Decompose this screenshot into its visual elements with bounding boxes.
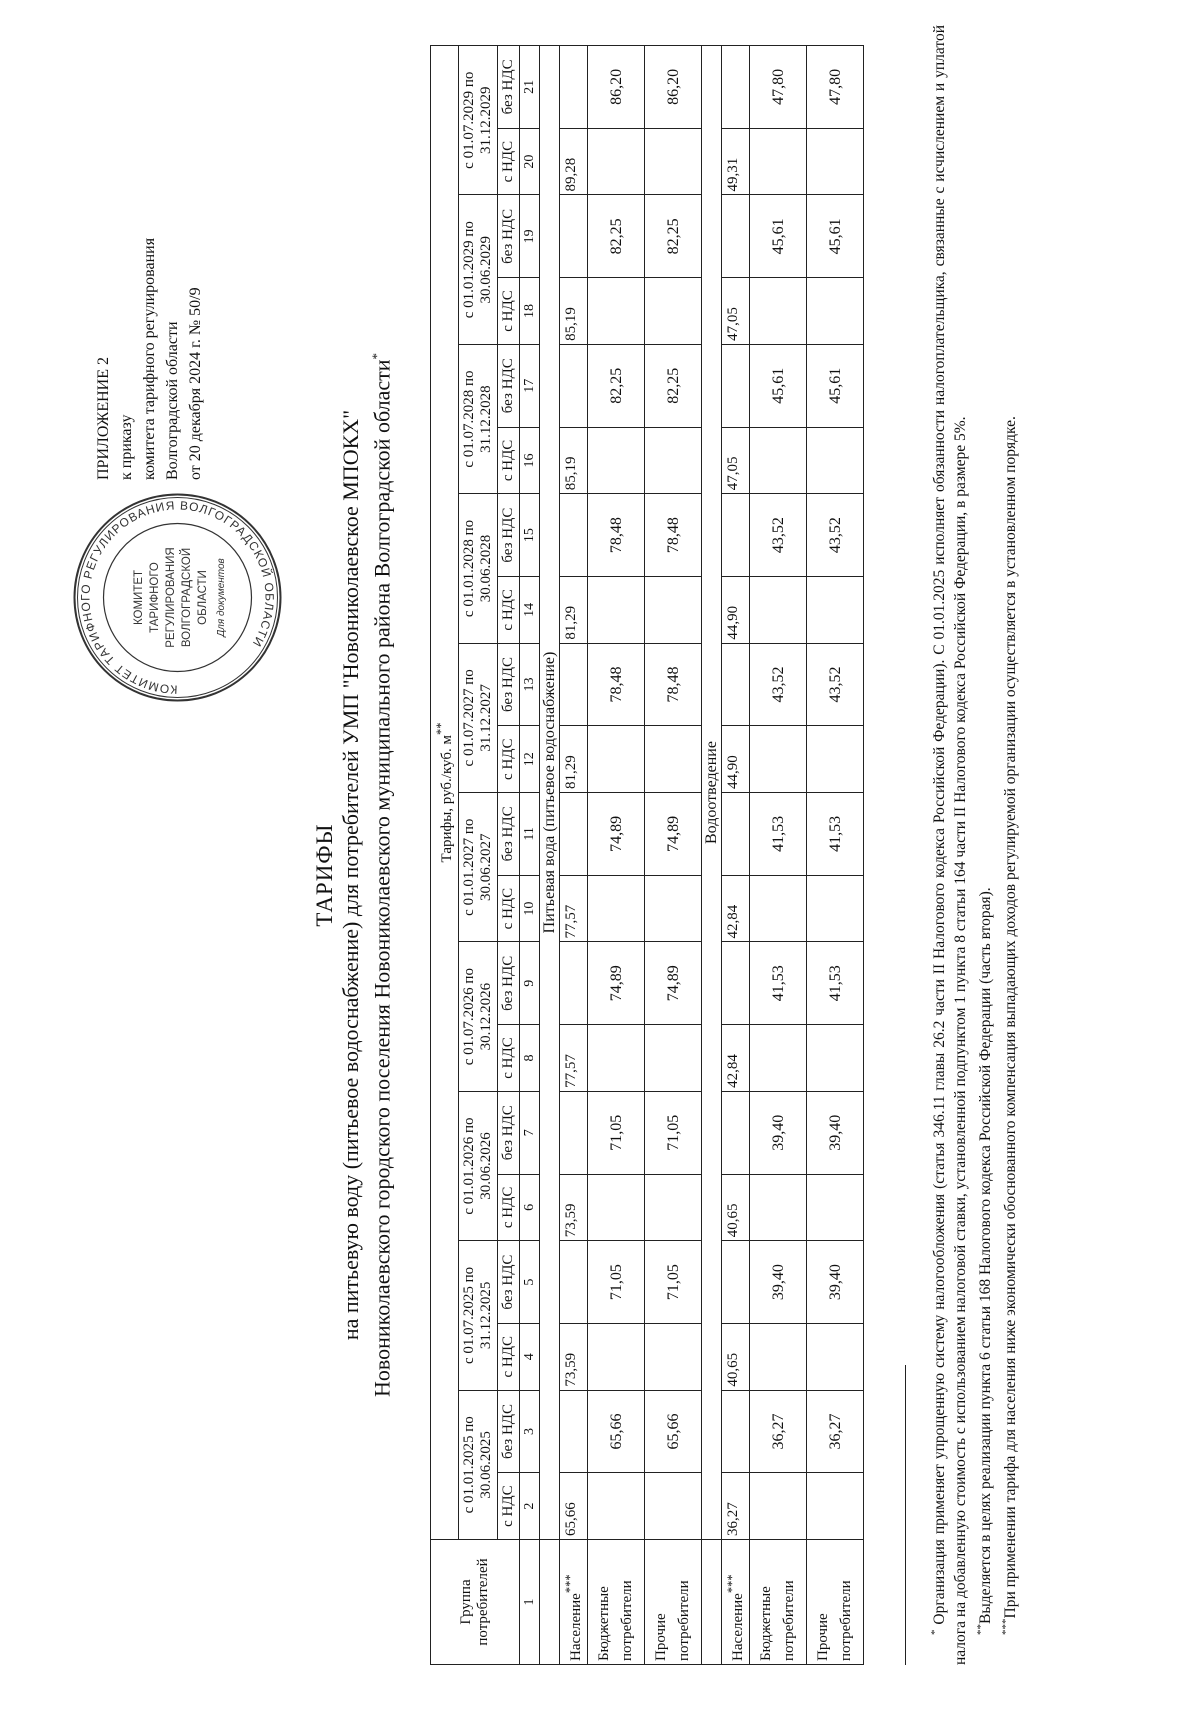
with-vat-header: с НДС <box>498 1025 520 1092</box>
tariff-value: 43,52 <box>807 643 864 726</box>
tariff-value <box>588 576 645 643</box>
tariff-value <box>807 1473 864 1540</box>
tariff-value <box>645 1174 702 1241</box>
footnote-2: **Выделяется в целях реализации пункта 6 статьи 168 Налогового кодекса Российской Федерации (часть вторая). <box>975 887 995 1635</box>
with-vat-header: с НДС <box>498 128 520 195</box>
tariff-value <box>722 344 750 427</box>
without-vat-header: без НДС <box>498 1390 520 1473</box>
document-title <box>312 65 395 1685</box>
order-line-4: от 20 декабря 2024 г. № 50/9 <box>187 287 204 480</box>
column-number: 12 <box>520 726 540 793</box>
tariff-value <box>750 875 807 942</box>
footnotes <box>925 25 1021 1665</box>
seal-outer-text: КОМИТЕТ ТАРИФНОГО РЕГУЛИРОВАНИЯ ВОЛГОГРАДСКОЙ ОБЛАСТИ <box>78 498 277 697</box>
tariff-value: 81,29 <box>560 576 588 643</box>
column-number: 9 <box>520 942 540 1025</box>
title-main: ТАРИФЫ <box>312 823 337 927</box>
table-row <box>750 46 807 1665</box>
tariff-value: 39,40 <box>807 1091 864 1174</box>
table-row <box>807 46 864 1665</box>
column-number: 17 <box>520 344 540 427</box>
without-vat-header: без НДС <box>498 344 520 427</box>
tariff-value <box>750 128 807 195</box>
tariff-value: 77,57 <box>560 1025 588 1092</box>
period-header: с 01.07.2029 по 31.12.2029 <box>459 46 498 195</box>
footnote-1: * Организация применяет упрощенную систему налогообложения (статья 346.11 главы 26.2 части II Налогового кодекса Российской Федерации). С 01.01.2025 исполняет обязанности налогоплательщика, связанные с исчислением и уплатой налога на добавленную стоимость с использованием налоговой ставки, установленной подпунктом 1 пункта 8 статьи 164 части II Налогового кодекса Российской Федерации, в размере 5%. <box>929 24 970 1665</box>
table-row <box>560 46 588 1665</box>
tariff-value: 74,89 <box>645 793 702 876</box>
tariff-value: 49,31 <box>722 128 750 195</box>
seal-inner-6: Для документов <box>216 558 227 637</box>
column-number: 8 <box>520 1025 540 1092</box>
period-header: с 01.01.2026 по 30.06.2026 <box>459 1091 498 1240</box>
tariff-value: 73,59 <box>560 1323 588 1390</box>
section-title: Питьевая вода (питьевое водоснабжение) <box>540 46 560 1540</box>
tariff-value: 47,80 <box>750 46 807 129</box>
consumer-group: Бюджетные потребители <box>750 1540 807 1665</box>
consumer-group: Прочие потребители <box>807 1540 864 1665</box>
tariff-value <box>560 1390 588 1473</box>
period-header: с 01.07.2028 по 31.12.2028 <box>459 344 498 493</box>
tariff-value <box>588 278 645 345</box>
tariff-value: 41,53 <box>807 793 864 876</box>
tariff-value <box>588 1174 645 1241</box>
tariff-value: 85,19 <box>560 278 588 345</box>
tariff-value: 39,40 <box>750 1091 807 1174</box>
tariff-value: 78,48 <box>588 643 645 726</box>
tariff-value <box>750 427 807 494</box>
column-number: 10 <box>520 875 540 942</box>
tariff-value: 82,25 <box>588 195 645 278</box>
section-row <box>540 46 560 1665</box>
tariff-value <box>722 494 750 577</box>
order-line-3: Волгоградской области <box>164 321 181 480</box>
tariff-value <box>750 1025 807 1092</box>
consumer-group: Прочие потребители <box>645 1540 702 1665</box>
consumer-group: Население*** <box>722 1540 750 1665</box>
tariff-value <box>560 942 588 1025</box>
tariff-value <box>750 278 807 345</box>
column-number: 16 <box>520 427 540 494</box>
without-vat-header: без НДС <box>498 942 520 1025</box>
tariff-value: 36,27 <box>807 1390 864 1473</box>
tariff-value <box>722 643 750 726</box>
tariff-value <box>645 427 702 494</box>
tariff-value: 41,53 <box>807 942 864 1025</box>
tariff-table <box>430 45 864 1665</box>
with-vat-header: с НДС <box>498 726 520 793</box>
tariff-value <box>645 1473 702 1540</box>
period-header: с 01.01.2025 по 30.06.2025 <box>459 1390 498 1539</box>
tariff-value <box>645 128 702 195</box>
column-number: 21 <box>520 46 540 129</box>
without-vat-header: без НДС <box>498 46 520 129</box>
tariff-value <box>560 494 588 577</box>
tariff-value: 43,52 <box>750 643 807 726</box>
tariff-value: 39,40 <box>807 1241 864 1324</box>
period-header: с 01.07.2027 по 31.12.2027 <box>459 643 498 792</box>
tariff-value: 73,59 <box>560 1174 588 1241</box>
tariff-value <box>807 1323 864 1390</box>
seal-inner-5: ОБЛАСТИ <box>197 570 209 625</box>
tariff-value <box>722 1091 750 1174</box>
title-footnote-mark: * <box>369 353 384 360</box>
tariff-value: 47,05 <box>722 278 750 345</box>
tariff-value <box>750 1174 807 1241</box>
tariff-value <box>588 1473 645 1540</box>
tariff-value: 82,25 <box>645 344 702 427</box>
tariff-value <box>807 278 864 345</box>
tariff-value <box>645 726 702 793</box>
tariff-value: 42,84 <box>722 875 750 942</box>
column-number: 7 <box>520 1091 540 1174</box>
tariff-value <box>722 195 750 278</box>
with-vat-header: с НДС <box>498 427 520 494</box>
seal-inner-1: КОМИТЕТ <box>133 569 145 626</box>
with-vat-header: с НДС <box>498 1473 520 1540</box>
seal-inner-2: ТАРИФНОГО <box>149 562 161 633</box>
column-number: 18 <box>520 278 540 345</box>
tariff-value: 44,90 <box>722 726 750 793</box>
title-line-3: Новониколаевского городского поселения Новониколаевского муниципального района Волгоградской области <box>369 359 395 1397</box>
title-line-2: на питьевую воду (питьевое водоснабжение) для потребителей УМП "Новониколаевское МПОКХ" <box>338 409 363 1341</box>
tariff-value: 77,57 <box>560 875 588 942</box>
tariff-value: 74,89 <box>588 793 645 876</box>
tariff-value <box>722 1241 750 1324</box>
vat-row <box>498 46 520 1665</box>
tariff-value <box>560 793 588 876</box>
without-vat-header: без НДС <box>498 494 520 577</box>
tariff-value <box>722 942 750 1025</box>
tariff-value <box>560 46 588 129</box>
tariff-value <box>560 195 588 278</box>
appendix-title: ПРИЛОЖЕНИЕ 2 <box>95 356 112 480</box>
tariff-value: 74,89 <box>588 942 645 1025</box>
column-number: 15 <box>520 494 540 577</box>
tariff-value: 45,61 <box>807 344 864 427</box>
period-row <box>459 46 498 1665</box>
without-vat-header: без НДС <box>498 1091 520 1174</box>
tariff-value: 86,20 <box>588 46 645 129</box>
tariff-value <box>560 1241 588 1324</box>
tariff-value: 71,05 <box>588 1091 645 1174</box>
tariff-value <box>588 1025 645 1092</box>
tariff-value: 36,27 <box>750 1390 807 1473</box>
tariff-value <box>722 46 750 129</box>
tariff-value: 82,25 <box>645 195 702 278</box>
column-number: 2 <box>520 1473 540 1540</box>
tariff-value <box>560 1091 588 1174</box>
tariff-value <box>588 1323 645 1390</box>
seal-inner-3: РЕГУЛИРОВАНИЯ <box>165 547 177 648</box>
tariff-value <box>807 128 864 195</box>
period-header: с 01.01.2028 по 30.06.2028 <box>459 494 498 643</box>
tariff-value <box>807 726 864 793</box>
tariff-value: 81,29 <box>560 726 588 793</box>
tariff-value <box>807 576 864 643</box>
tariff-value <box>750 726 807 793</box>
column-number: 14 <box>520 576 540 643</box>
column-number: 3 <box>520 1390 540 1473</box>
tariff-value: 44,90 <box>722 576 750 643</box>
section-empty-cell <box>540 1540 560 1665</box>
tariff-value: 40,65 <box>722 1174 750 1241</box>
tariff-value <box>588 726 645 793</box>
tariff-value <box>807 427 864 494</box>
tariff-value: 45,61 <box>750 195 807 278</box>
footnote-3: ***При применении тарифа для населения ниже экономически обоснованного компенсация выпадающих доходов регулируемой организации осуществляется в установленном порядке. <box>1000 416 1020 1635</box>
with-vat-header: с НДС <box>498 278 520 345</box>
table-row <box>588 46 645 1665</box>
tariff-value: 36,27 <box>722 1473 750 1540</box>
official-seal-stamp <box>70 490 285 705</box>
without-vat-header: без НДС <box>498 643 520 726</box>
column-number: 13 <box>520 643 540 726</box>
section-title: Водоотведение <box>702 46 722 1540</box>
tariff-value <box>807 1174 864 1241</box>
tariff-value <box>645 576 702 643</box>
tariff-value: 43,52 <box>750 494 807 577</box>
svg-text:КОМИТЕТ ТАРИФНОГО РЕГУЛИРОВАНИ <box>78 498 276 696</box>
tariff-value: 71,05 <box>588 1241 645 1324</box>
tariff-value <box>750 1323 807 1390</box>
order-line-2: комитета тарифного регулирования <box>141 237 158 480</box>
tariff-value: 39,40 <box>750 1241 807 1324</box>
tariff-value: 43,52 <box>807 494 864 577</box>
tariff-value <box>722 1390 750 1473</box>
without-vat-header: без НДС <box>498 1241 520 1324</box>
table-row <box>645 46 702 1665</box>
order-line-1: к приказу <box>118 414 135 480</box>
column-number: 1 <box>520 1540 540 1665</box>
tariff-value: 65,66 <box>560 1473 588 1540</box>
tariff-value <box>807 875 864 942</box>
tariff-value: 45,61 <box>750 344 807 427</box>
tariff-value <box>750 1473 807 1540</box>
with-vat-header: с НДС <box>498 875 520 942</box>
tariff-value <box>560 344 588 427</box>
without-vat-header: без НДС <box>498 793 520 876</box>
tariff-value: 45,61 <box>807 195 864 278</box>
with-vat-header: с НДС <box>498 1174 520 1241</box>
tariff-value <box>588 875 645 942</box>
tariff-value: 78,48 <box>645 494 702 577</box>
column-number-row <box>520 46 540 1665</box>
tariff-value <box>750 576 807 643</box>
column-number: 6 <box>520 1174 540 1241</box>
tariff-value: 41,53 <box>750 942 807 1025</box>
column-number: 11 <box>520 793 540 876</box>
with-vat-header: с НДС <box>498 1323 520 1390</box>
seal-inner-4: ВОЛГОГРАДСКОЙ <box>181 547 193 648</box>
tariff-value: 78,48 <box>645 643 702 726</box>
tariff-value <box>645 875 702 942</box>
tariff-value: 65,66 <box>645 1390 702 1473</box>
period-header: с 01.01.2029 по 30.06.2029 <box>459 195 498 344</box>
period-header: с 01.01.2027 по 30.06.2027 <box>459 793 498 942</box>
tariff-value: 86,20 <box>645 46 702 129</box>
tariff-value: 41,53 <box>750 793 807 876</box>
tariff-value: 85,19 <box>560 427 588 494</box>
column-number: 20 <box>520 128 540 195</box>
tariff-value: 71,05 <box>645 1241 702 1324</box>
tariff-value: 47,05 <box>722 427 750 494</box>
tariff-value: 65,66 <box>588 1390 645 1473</box>
tariff-value <box>645 278 702 345</box>
without-vat-header: без НДС <box>498 195 520 278</box>
tariff-value: 74,89 <box>645 942 702 1025</box>
period-header: с 01.07.2025 по 31.12.2025 <box>459 1241 498 1390</box>
column-number: 4 <box>520 1323 540 1390</box>
tariff-value <box>588 427 645 494</box>
tariff-value <box>807 1025 864 1092</box>
group-header: Группа потребителей <box>431 1540 520 1665</box>
section-empty-cell <box>702 1540 722 1665</box>
column-number: 5 <box>520 1241 540 1324</box>
consumer-group: Население*** <box>560 1540 588 1665</box>
table-row <box>722 46 750 1665</box>
tariff-value: 47,80 <box>807 46 864 129</box>
tariff-value: 89,28 <box>560 128 588 195</box>
title-line-3-wrap <box>364 65 395 1685</box>
tariff-value: 78,48 <box>588 494 645 577</box>
tariff-value: 71,05 <box>645 1091 702 1174</box>
tariff-value <box>588 128 645 195</box>
tariff-value: 42,84 <box>722 1025 750 1092</box>
tariff-value: 40,65 <box>722 1323 750 1390</box>
tariff-value <box>722 793 750 876</box>
column-number: 19 <box>520 195 540 278</box>
period-header: с 01.07.2026 по 30.12.2026 <box>459 942 498 1091</box>
with-vat-header: с НДС <box>498 576 520 643</box>
section-row <box>702 46 722 1665</box>
consumer-group: Бюджетные потребители <box>588 1540 645 1665</box>
footnote-separator <box>905 1365 906 1665</box>
tariff-value <box>645 1323 702 1390</box>
tariff-value: 82,25 <box>588 344 645 427</box>
tariff-value <box>645 1025 702 1092</box>
tariff-value <box>560 643 588 726</box>
tariffs-header: Тарифы, руб./куб. м** <box>431 46 459 1540</box>
